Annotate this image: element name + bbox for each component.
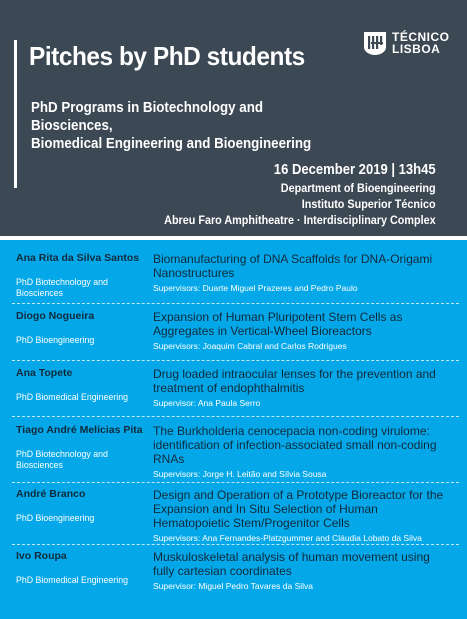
talk-title: Muskuloskeletal analysis of human movement using fully cartesian coordinates (153, 550, 430, 578)
talk-title: Biomanufacturing of DNA Scaffolds for DNA-Origami Nanostructures (153, 252, 433, 280)
presenter-program: PhD Biomedical Engineering (16, 392, 128, 402)
talk (153, 488, 453, 544)
presenter-program: PhD Biotechnology and Biosciences (16, 449, 108, 470)
subtitle-line-2: Biomedical Engineering and Bioengineering (31, 136, 312, 152)
presenter-program: PhD Biomedical Engineering (16, 575, 128, 585)
presenter-program: PhD Bioengineering (16, 513, 95, 523)
talk (153, 550, 453, 592)
presenter-name: Tiago André Melícias Pita (16, 424, 143, 436)
row-divider (12, 360, 459, 361)
presenter-program: PhD Bioengineering (16, 335, 95, 345)
event-details (165, 160, 436, 228)
row-divider (12, 303, 459, 304)
row-divider (12, 482, 459, 483)
talk-title: Drug loaded intraocular lenses for the prevention and treatment of endophthalmitis (153, 367, 436, 395)
logo-line-1: TÉCNICO (392, 30, 450, 44)
event-venue: Abreu Faro Amphitheatre · Interdisciplinary Complex (164, 213, 436, 227)
programs-subtitle (31, 99, 335, 153)
presenter (16, 252, 148, 299)
presenter (16, 367, 148, 403)
tecnico-lisboa-logo (362, 30, 450, 60)
logo-wordmark (392, 31, 450, 55)
header-banner (0, 0, 467, 236)
talk (153, 310, 453, 352)
presenter-name: Diogo Nogueira (16, 310, 95, 322)
subtitle-line-1: PhD Programs in Biotechnology and Biosciences, (31, 100, 263, 134)
talk-title: Design and Operation of a Prototype Bioreactor for the Expansion and In Situ Selection of Human Hematopoietic Stem/Progenitor Cells (153, 488, 444, 530)
presenter (16, 424, 148, 471)
accent-bar (14, 40, 17, 188)
presenter-name: Ana Rita da Silva Santos (16, 252, 140, 264)
presenter-name: Ana Topete (16, 367, 73, 379)
presenter (16, 488, 148, 524)
presenter (16, 550, 148, 586)
presenter-name: Ivo Roupa (16, 550, 67, 562)
talk-supervisors: Supervisor: Ana Paula Serro (153, 398, 261, 408)
presenter (16, 310, 148, 346)
talk (153, 424, 453, 480)
sessions-top-divider (0, 236, 467, 240)
event-department: Department of Bioengineering (281, 181, 436, 195)
talk (153, 252, 453, 294)
talk (153, 367, 453, 409)
row-divider (12, 544, 459, 545)
talk-supervisors: Supervisors: Ana Fernandes-Platzgummer and Cláudia Lobato da Silva (153, 533, 422, 543)
talk-supervisors: Supervisors: Joaquim Cabral and Carlos Rodrigues (153, 341, 347, 351)
presenter-program: PhD Biotechnology and Biosciences (16, 277, 108, 298)
logo-line-2: LISBOA (392, 42, 441, 56)
row-divider (12, 416, 459, 417)
talk-supervisors: Supervisor: Miguel Pedro Tavares da Silva (153, 581, 314, 591)
page-title: Pitches by PhD students (29, 41, 305, 71)
presenter-name: André Branco (16, 488, 86, 500)
talk-title: The Burkholderia cenocepacia non-coding virulome: identification of infection-associated small non-coding RNAs (153, 424, 437, 466)
talk-title: Expansion of Human Pluripotent Stem Cells as Aggregates in Vertical-Wheel Bioreactors (153, 310, 403, 338)
event-datetime: 16 December 2019 | 13h45 (274, 162, 436, 178)
talk-supervisors: Supervisors: Duarte Miguel Prazeres and Pedro Paulo (153, 283, 358, 293)
tecnico-lisboa-logo-icon (362, 30, 388, 56)
event-institute: Instituto Superior Técnico (302, 197, 436, 211)
talk-supervisors: Supervisors: Jorge H. Leitão and Sílvia Sousa (153, 469, 327, 479)
